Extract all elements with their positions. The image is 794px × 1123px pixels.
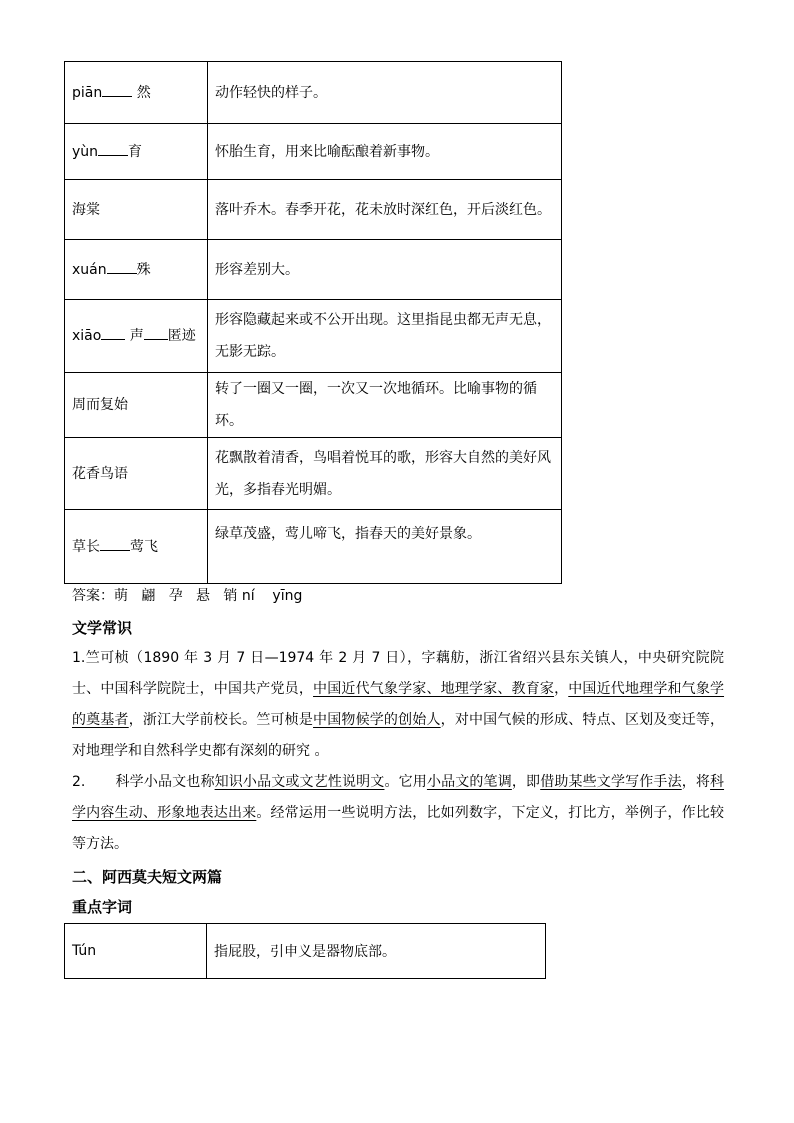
- vocab-meaning: 怀胎生育，用来比喻酝酿着新事物。: [208, 124, 562, 180]
- table-row: [65, 124, 562, 180]
- literature-paragraph-1: 1.竺可桢（1890 年 3 月 7 日—1974 年 2 月 7 日），字藕舫，浙江省绍兴县东关镇人，中央研究院院士、中国科学院院士，中国共产党员，中国近代气象学家、地理学家、教育家，中国近代地理学和气象学的奠基者，浙江大学前校长。竺可桢是中国物候学的创始人，对中国气候的形成、特点、区划及变迁等，对地理学和自然科学史都有深刻的研究 。: [72, 650, 725, 759]
- vocab-meaning: 动作轻快的样子。: [208, 62, 562, 124]
- vocab-meaning: 落叶乔木。春季开花，花未放时深红色，开后淡红色。: [208, 180, 562, 240]
- table-row: [65, 240, 562, 300]
- table-row: [65, 180, 562, 240]
- table-row: [65, 300, 562, 373]
- section-heading-literature: 文学常识: [72, 619, 133, 637]
- vocab-word: xiāo 声 匿迹: [65, 300, 208, 373]
- vocab-word: 海棠: [65, 180, 208, 240]
- vocab-meaning: 花飘散着清香，鸟唱着悦耳的歌，形容大自然的美好风光，多指春光明媚。: [208, 438, 562, 510]
- vocab-meaning: 转了一圈又一圈，一次又一次地循环。比喻事物的循环。: [208, 373, 562, 438]
- vocab-table: [64, 61, 562, 584]
- answer-line: 答案：萌 翩 孕 悬 销 ní yīng: [72, 588, 303, 604]
- vocab-word: 周而复始: [65, 373, 208, 438]
- blank: [100, 536, 130, 551]
- blank: [102, 82, 132, 97]
- vocab-meaning: 指屁股，引申义是器物底部。: [207, 924, 546, 979]
- section-heading-asimov: 二、阿西莫夫短文两篇: [72, 868, 223, 886]
- blank: [101, 325, 125, 340]
- vocab-meaning: 形容隐藏起来或不公开出现。这里指昆虫都无声无息，无影无踪。: [208, 300, 562, 373]
- table-row: [65, 62, 562, 124]
- vocab-word: yùn 育: [65, 124, 208, 180]
- blank: [144, 325, 168, 340]
- table-row: [65, 438, 562, 510]
- table-row: [65, 510, 562, 584]
- blank: [107, 259, 137, 274]
- vocab-meaning: 绿草茂盛，莺儿啼飞，指春天的美好景象。: [208, 510, 562, 584]
- vocab-word: piān 然: [65, 62, 208, 124]
- key-words-table: [64, 923, 546, 979]
- vocab-word: 草长 莺飞: [65, 510, 208, 584]
- table-row: [65, 924, 546, 979]
- vocab-word: xuán 殊: [65, 240, 208, 300]
- vocab-meaning: 形容差别大。: [208, 240, 562, 300]
- subheading-key-words: 重点字词: [72, 898, 133, 916]
- vocab-word: 花香鸟语: [65, 438, 208, 510]
- literature-paragraph-2: 2. 科学小品文也称知识小品文或文艺性说明文。它用小品文的笔调，即借助某些文学写作手法，将科学内容生动、形象地表达出来。经常运用一些说明方法，比如列数字，下定义，打比方，举例子，作比较等方法。: [72, 774, 725, 852]
- blank: [98, 141, 128, 156]
- table-row: [65, 373, 562, 438]
- vocab-word: Tún: [65, 924, 207, 979]
